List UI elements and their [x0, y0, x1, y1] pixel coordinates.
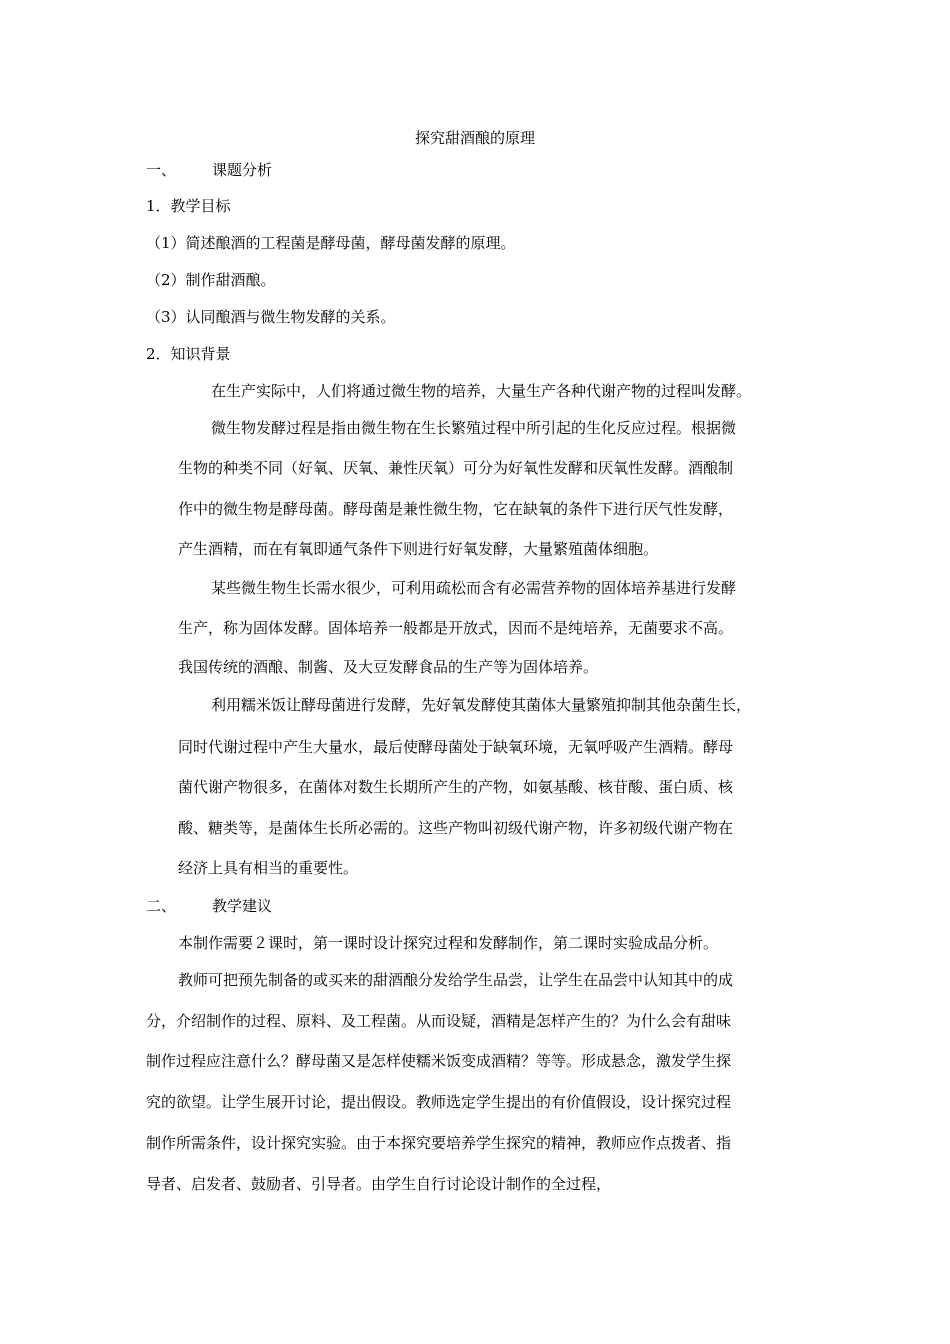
subsection-1-heading: 1．教学目标	[146, 197, 231, 215]
paragraph-line: 某些微生物生长需水很少，可利用疏松而含有必需营养物的固体培养基进行发酵	[211, 579, 737, 597]
paragraph-line: 同时代谢过程中产生大量水，最后使酵母菌处于缺氧环境，无氧呼吸产生酒精。酵母	[178, 738, 734, 756]
paragraph-line: 利用糯米饭让酵母菌进行发酵，先好氧发酵使其菌体大量繁殖抑制其他杂菌生长，	[211, 696, 752, 714]
section-2-number: 二、	[146, 897, 177, 915]
document-title: 探究甜酒酿的原理	[414, 129, 535, 147]
paragraph-line: 教师可把预先制备的或买来的甜酒酿分发给学生品尝，让学生在品尝中认知其中的成	[178, 971, 734, 989]
objective-item: （1）简述酿酒的工程菌是酵母菌，酵母菌发酵的原理。	[146, 234, 516, 252]
paragraph-line: 制作过程应注意什么？酵母菌又是怎样使糯米饭变成酒精？等等。形成悬念，激发学生探	[146, 1052, 732, 1070]
paragraph-line: 作中的微生物是酵母菌。酵母菌是兼性微生物，它在缺氧的条件下进行厌气性发酵，	[178, 500, 734, 518]
subsection-2-heading: 2．知识背景	[146, 345, 231, 363]
section-2-heading	[146, 896, 272, 916]
paragraph-line: 微生物发酵过程是指由微生物在生长繁殖过程中所引起的生化反应过程。根据微	[211, 419, 737, 437]
paragraph-line: 菌代谢产物很多，在菌体对数生长期所产生的产物，如氨基酸、核苷酸、蛋白质、核	[178, 778, 734, 796]
paragraph-line: 导者、启发者、鼓励者、引导者。由学生自行讨论设计制作的全过程，	[146, 1175, 612, 1193]
section-2-title: 教学建议	[212, 897, 273, 915]
objective-item: （3）认同酿酒与微生物发酵的关系。	[146, 308, 396, 326]
section-1-title: 课题分析	[212, 161, 273, 179]
section-1-number: 一、	[146, 161, 177, 179]
paragraph-line: 我国传统的酒酿、制酱、及大豆发酵食品的生产等为固体培养。	[178, 658, 599, 676]
paragraph-line: 产生酒精，而在有氧即通气条件下则进行好氧发酵，大量繁殖菌体细胞。	[178, 540, 659, 558]
paragraph-line: 生物的种类不同（好氧、厌氧、兼性厌氧）可分为好氧性发酵和厌氧性发酵。酒酿制	[178, 459, 734, 477]
paragraph-line: 究的欲望。让学生展开讨论，提出假设。教师选定学生提出的有价值假设，设计探究过程	[146, 1093, 732, 1111]
paragraph-line: 分，介绍制作的过程、原料、及工程菌。从而设疑，酒精是怎样产生的？为什么会有甜味	[146, 1012, 732, 1030]
paragraph-line: 酸、糖类等，是菌体生长所必需的。这些产物叫初级代谢产物，许多初级代谢产物在	[178, 819, 734, 837]
objective-item: （2）制作甜酒酿。	[146, 271, 276, 289]
paragraph-line: 生产，称为固体发酵。固体培养一般都是开放式，因而不是纯培养，无菌要求不高。	[178, 619, 734, 637]
paragraph-line: 本制作需要２课时，第一课时设计探究过程和发酵制作，第二课时实验成品分析。	[178, 934, 719, 952]
section-1-heading	[146, 160, 272, 180]
paragraph-line: 制作所需条件，设计探究实验。由于本探究要培养学生探究的精神，教师应作点拨者、指	[146, 1134, 732, 1152]
paragraph-line: 经济上具有相当的重要性。	[178, 859, 359, 877]
paragraph-line: 在生产实际中，人们将通过微生物的培养，大量生产各种代谢产物的过程叫发酵。	[211, 382, 752, 400]
